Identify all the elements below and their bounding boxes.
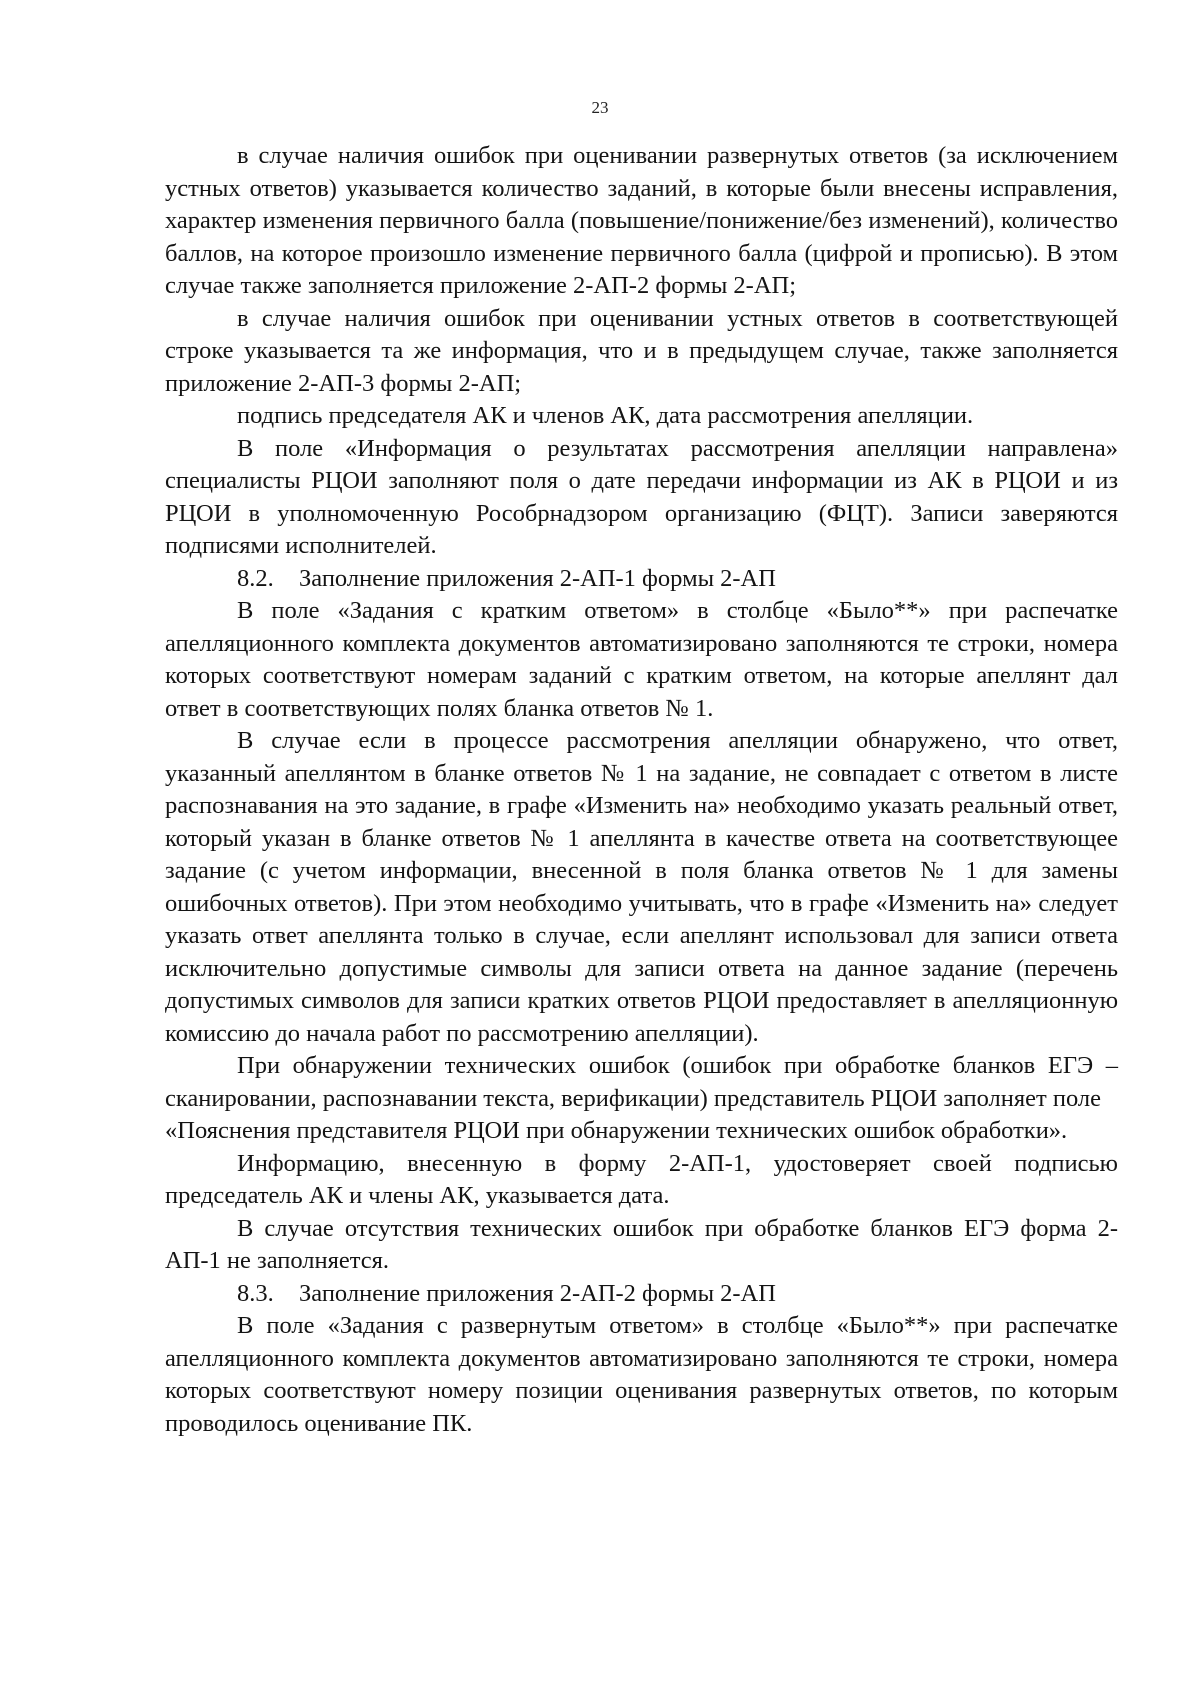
document-body [165,140,1118,1440]
paragraph-short-answers-field: В поле «Задания с кратким ответом» в столбце «Было**» при распечатке апелляционного комплекта документов автоматизировано заполняются те строки, номера которых соответствуют номерам заданий с кратким ответом, на которые апеллянт дал ответ в соответствующих полях бланка ответов № 1. [165,597,1118,722]
section-heading-8-3 [165,1278,1118,1311]
paragraph-extended-answers: в случае наличия ошибок при оценивании развернутых ответов (за исключением устных ответов) указывается количество заданий, в которые были внесены исправления, характер изменения первичного балла (повышение/понижение/без изменений), количество баллов, на которое произошло изменение первичного балла (цифрой и прописью). В этом случае также заполняется приложение 2-АП-2 формы 2-АП; [165,142,1118,299]
paragraph-no-errors: В случае отсутствия технических ошибок при обработке бланков ЕГЭ форма 2-АП-1 не заполняется. [165,1214,1118,1274]
section-number: 8.2. [237,564,274,592]
paragraph-certification: Информацию, внесенную в форму 2-АП-1, удостоверяет своей подписью председатель АК и члены АК, указывается дата. [165,1149,1118,1209]
section-title: Заполнение приложения 2-АП-1 формы 2-АП [299,564,776,592]
paragraph-signature: подпись председателя АК и членов АК, дата рассмотрения апелляции. [237,402,974,429]
paragraph-answer-mismatch: В случае если в процессе рассмотрения апелляции обнаружено, что ответ, указанный апеллянтом в бланке ответов № 1 на задание, не совпадает с ответом в листе распознавания на это задание, в графе «Изменить на» необходимо указать реальный ответ, который указан в бланке ответов № 1 апеллянта в качестве ответа на соответствующее задание (с учетом информации, внесенной в поля бланка ответов № 1 для замены ошибочных ответов). При этом необходимо учитывать, что в графе «Изменить на» следует указать ответ апеллянта только в случае, если апеллянт использовал для записи ответа исключительно допустимые символы для записи ответа на данное задание (перечень допустимых символов для записи кратких ответов РЦОИ предоставляет в апелляционную комиссию до начала работ по рассмотрению апелляции). [165,727,1118,1047]
section-number: 8.3. [237,1279,274,1307]
section-title: Заполнение приложения 2-АП-2 формы 2-АП [299,1279,776,1307]
paragraph-extended-answers-field: В поле «Задания с развернутым ответом» в столбце «Было**» при распечатке апелляционного комплекта документов автоматизировано заполняются те строки, номера которых соответствуют номеру позиции оценивания развернутых ответов, по которым проводилось оценивание ПК. [165,1312,1118,1437]
paragraph-technical-errors: При обнаружении технических ошибок (ошибок при обработке бланков ЕГЭ – сканировании, распознавании текста, верификации) представитель РЦОИ заполняет поле [165,1052,1118,1112]
paragraph-information-field: В поле «Информация о результатах рассмотрения апелляции направлена» специалисты РЦОИ заполняют поля о дате передачи информации из АК в РЦОИ и из РЦОИ в уполномоченную Рособрнадзором организацию (ФЦТ). Записи заверяются подписями исполнителей. [165,434,1118,559]
page-number: 23 [591,98,609,117]
paragraph-field-name: «Пояснения представителя РЦОИ при обнаружении технических ошибок обработки». [165,1117,1068,1144]
section-heading-8-2 [165,563,1118,596]
paragraph-oral-answers: в случае наличия ошибок при оценивании устных ответов в соответствующей строке указывается та же информация, что и в предыдущем случае, также заполняется приложение 2-АП-3 формы 2-АП; [165,304,1118,397]
